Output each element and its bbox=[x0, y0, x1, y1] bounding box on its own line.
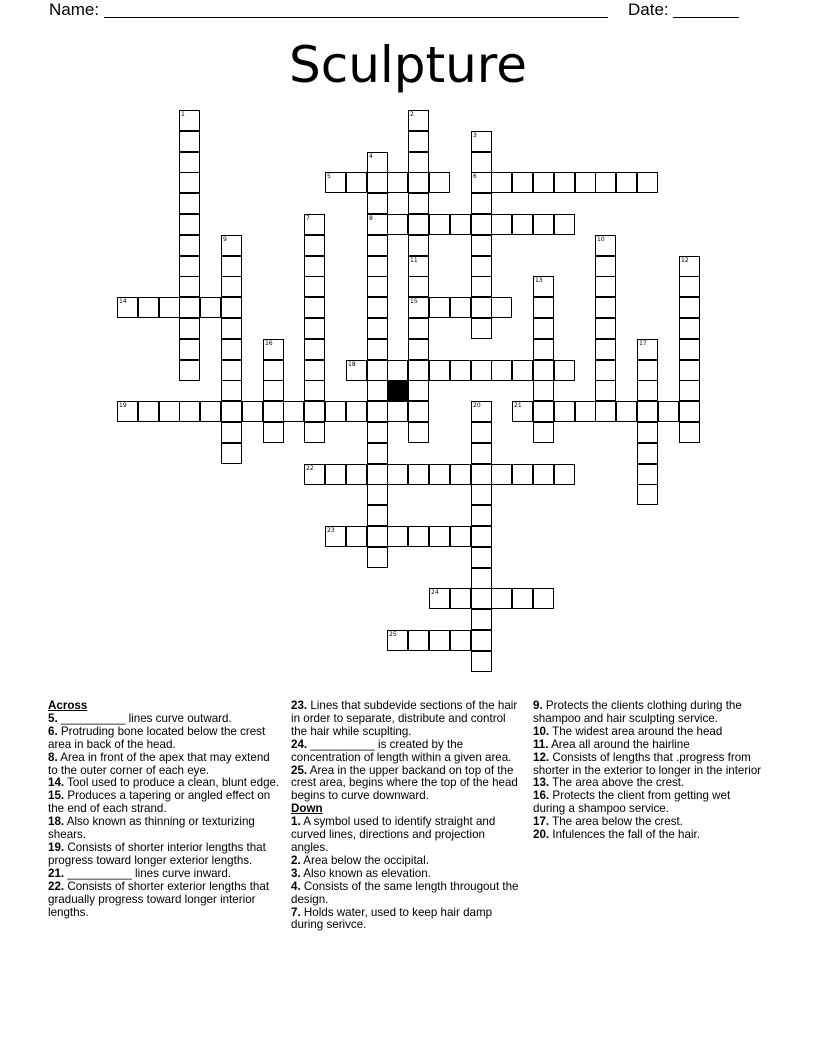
grid-cell[interactable] bbox=[346, 401, 367, 422]
grid-cell[interactable] bbox=[408, 152, 429, 173]
clue-number: 11 bbox=[410, 257, 418, 264]
grid-cell[interactable] bbox=[408, 318, 429, 339]
grid-cell[interactable] bbox=[533, 422, 554, 443]
grid-cell[interactable] bbox=[679, 276, 700, 297]
name-label: Name: bbox=[49, 0, 100, 19]
grid-cell[interactable] bbox=[471, 526, 492, 547]
grid-cell[interactable] bbox=[367, 214, 388, 235]
grid-cell[interactable] bbox=[471, 360, 492, 381]
down-heading: Down bbox=[291, 802, 323, 816]
clue-number: 2 bbox=[410, 111, 414, 118]
clue-across-19: 19. Consists of shorter interior lengths that progress toward longer exterior lengths. bbox=[48, 840, 266, 867]
grid-cell[interactable] bbox=[367, 235, 388, 256]
grid-cell[interactable] bbox=[346, 360, 367, 381]
grid-cell[interactable] bbox=[346, 464, 367, 485]
grid-cell[interactable] bbox=[533, 360, 554, 381]
grid-cell[interactable] bbox=[450, 588, 471, 609]
grid-cell[interactable] bbox=[221, 339, 242, 360]
grid-cell[interactable] bbox=[408, 276, 429, 297]
grid-cell[interactable] bbox=[325, 464, 346, 485]
grid-cell[interactable] bbox=[387, 401, 408, 422]
grid-cell[interactable] bbox=[179, 318, 200, 339]
grid-cell[interactable] bbox=[179, 193, 200, 214]
grid-cell[interactable] bbox=[367, 297, 388, 318]
clue-number: 10 bbox=[597, 236, 605, 243]
grid-cell[interactable] bbox=[221, 443, 242, 464]
grid-cell[interactable] bbox=[471, 547, 492, 568]
clue-down-10: 10. The widest area around the head bbox=[533, 724, 723, 738]
clue-down-12: 12. Consists of lengths that .progress from shorter in the exterior to longer in the interior bbox=[533, 750, 762, 777]
grid-cell[interactable] bbox=[408, 172, 429, 193]
grid-cell[interactable] bbox=[533, 214, 554, 235]
grid-cell[interactable] bbox=[533, 172, 554, 193]
clue-number: 19 bbox=[119, 402, 127, 409]
clue-across-14: 14. Tool used to produce a clean, blunt edge. bbox=[48, 776, 280, 790]
grid-cell[interactable] bbox=[221, 360, 242, 381]
grid-cell[interactable] bbox=[221, 297, 242, 318]
grid-cell[interactable] bbox=[471, 214, 492, 235]
grid-cell[interactable] bbox=[408, 110, 429, 131]
grid-cell[interactable] bbox=[471, 256, 492, 277]
grid-cell[interactable] bbox=[471, 609, 492, 630]
grid-cell[interactable] bbox=[325, 401, 346, 422]
grid-cell[interactable] bbox=[575, 172, 596, 193]
grid-cell[interactable] bbox=[221, 422, 242, 443]
grid-cell[interactable] bbox=[471, 193, 492, 214]
grid-cell[interactable] bbox=[533, 318, 554, 339]
grid-cell[interactable] bbox=[637, 172, 658, 193]
grid-cell[interactable] bbox=[367, 401, 388, 422]
clue-number: 3 bbox=[473, 132, 477, 139]
grid-cell[interactable] bbox=[387, 214, 408, 235]
grid-cell[interactable] bbox=[429, 214, 450, 235]
grid-cell[interactable] bbox=[429, 630, 450, 651]
grid-cell[interactable] bbox=[616, 172, 637, 193]
grid-cell[interactable] bbox=[304, 256, 325, 277]
grid-cell[interactable] bbox=[512, 401, 533, 422]
grid-cell[interactable] bbox=[471, 152, 492, 173]
grid-cell[interactable] bbox=[450, 360, 471, 381]
grid-cell[interactable] bbox=[325, 172, 346, 193]
grid-cell[interactable] bbox=[471, 568, 492, 589]
grid-cell[interactable] bbox=[450, 297, 471, 318]
clue-down-4: 4. Consists of the same length througout the design. bbox=[291, 879, 519, 906]
clue-number: 25 bbox=[389, 631, 397, 638]
clue-number: 8 bbox=[369, 215, 373, 222]
grid-cell[interactable] bbox=[512, 360, 533, 381]
clue-number: 7 bbox=[306, 215, 310, 222]
clue-across-18: 18. Also known as thinning or texturizing shears. bbox=[48, 815, 255, 842]
grid-cell[interactable] bbox=[387, 464, 408, 485]
clue-down-1: 1. A symbol used to identify straight and curved lines, directions and projection angles. bbox=[291, 815, 496, 854]
grid-cell[interactable] bbox=[304, 235, 325, 256]
grid-cell[interactable] bbox=[616, 401, 637, 422]
grid-cell[interactable] bbox=[533, 464, 554, 485]
clue-number: 18 bbox=[348, 361, 356, 368]
grid-cell[interactable] bbox=[117, 401, 138, 422]
grid-cell[interactable] bbox=[554, 172, 575, 193]
grid-cell[interactable] bbox=[471, 131, 492, 152]
grid-cell[interactable] bbox=[221, 256, 242, 277]
grid-cell[interactable] bbox=[533, 276, 554, 297]
grid-cell[interactable] bbox=[429, 464, 450, 485]
clue-number: 14 bbox=[119, 298, 127, 305]
grid-cell[interactable] bbox=[179, 235, 200, 256]
grid-cell[interactable] bbox=[304, 276, 325, 297]
grid-cell[interactable] bbox=[637, 464, 658, 485]
grid-cell[interactable] bbox=[304, 297, 325, 318]
grid-cell[interactable] bbox=[179, 214, 200, 235]
clue-number: 13 bbox=[535, 277, 543, 284]
grid-cell[interactable] bbox=[679, 339, 700, 360]
grid-cell[interactable] bbox=[679, 360, 700, 381]
grid-cell[interactable] bbox=[408, 131, 429, 152]
grid-cell[interactable] bbox=[491, 464, 512, 485]
grid-cell[interactable] bbox=[408, 630, 429, 651]
grid-cell[interactable] bbox=[179, 360, 200, 381]
grid-cell[interactable] bbox=[679, 318, 700, 339]
clue-down-20: 20. Infulences the fall of the hair. bbox=[533, 828, 700, 842]
grid-cell[interactable] bbox=[304, 339, 325, 360]
grid-cell[interactable] bbox=[491, 360, 512, 381]
grid-cell[interactable] bbox=[179, 276, 200, 297]
grid-cell[interactable] bbox=[179, 131, 200, 152]
grid-cell[interactable] bbox=[471, 401, 492, 422]
grid-cell[interactable] bbox=[471, 651, 492, 672]
grid-cell[interactable] bbox=[679, 297, 700, 318]
grid-cell[interactable] bbox=[658, 401, 679, 422]
grid-cell[interactable] bbox=[179, 172, 200, 193]
grid-cell[interactable] bbox=[221, 276, 242, 297]
grid-cell[interactable] bbox=[367, 152, 388, 173]
page-title: Sculpture bbox=[288, 36, 528, 94]
grid-cell[interactable] bbox=[450, 464, 471, 485]
grid-cell[interactable] bbox=[367, 547, 388, 568]
grid-cell[interactable] bbox=[533, 380, 554, 401]
clue-number: 12 bbox=[681, 257, 689, 264]
grid-cell[interactable] bbox=[429, 588, 450, 609]
grid-cell[interactable] bbox=[304, 464, 325, 485]
clue-across-22: 22. Consists of shorter exterior lengths that gradually progress toward longer interior lengths. bbox=[48, 879, 270, 919]
grid-cell[interactable] bbox=[408, 214, 429, 235]
clue-down-3: 3. Also known as elevation. bbox=[291, 866, 431, 880]
grid-cell[interactable] bbox=[595, 401, 616, 422]
grid-cell[interactable] bbox=[512, 464, 533, 485]
grid-cell[interactable] bbox=[200, 401, 221, 422]
grid-cell[interactable] bbox=[450, 526, 471, 547]
grid-cell[interactable] bbox=[512, 588, 533, 609]
grid-cell[interactable] bbox=[242, 401, 263, 422]
grid-cell[interactable] bbox=[263, 422, 284, 443]
grid-cell[interactable] bbox=[637, 360, 658, 381]
grid-cell[interactable] bbox=[367, 256, 388, 277]
clue-down-17: 17. The area below the crest. bbox=[533, 815, 683, 829]
grid-cell[interactable] bbox=[471, 172, 492, 193]
grid-cell[interactable] bbox=[304, 360, 325, 381]
clue-number: 24 bbox=[431, 589, 439, 596]
grid-cell[interactable] bbox=[429, 526, 450, 547]
grid-cell[interactable] bbox=[595, 172, 616, 193]
grid-cell[interactable] bbox=[429, 360, 450, 381]
clue-column-3 bbox=[533, 700, 765, 842]
grid-cell[interactable] bbox=[221, 318, 242, 339]
grid-cell[interactable] bbox=[367, 172, 388, 193]
grid-cell[interactable] bbox=[575, 401, 596, 422]
clue-across-21: 21. __________ lines curve inward. bbox=[48, 866, 232, 880]
grid-cell[interactable] bbox=[179, 110, 200, 131]
clue-number: 4 bbox=[369, 153, 373, 160]
grid-cell[interactable] bbox=[408, 526, 429, 547]
grid-cell[interactable] bbox=[387, 630, 408, 651]
grid-cell[interactable] bbox=[533, 401, 554, 422]
grid-cell[interactable] bbox=[408, 235, 429, 256]
grid-cell[interactable] bbox=[429, 172, 450, 193]
grid-cell[interactable] bbox=[450, 630, 471, 651]
clue-across-8: 8. Area in front of the apex that may extend to the outer corner of each eye. bbox=[48, 750, 270, 777]
grid-cell[interactable] bbox=[408, 401, 429, 422]
grid-cell[interactable] bbox=[408, 193, 429, 214]
grid-blocked-cell bbox=[387, 380, 408, 401]
grid-cell[interactable] bbox=[471, 297, 492, 318]
grid-cell[interactable] bbox=[346, 526, 367, 547]
grid-cell[interactable] bbox=[679, 380, 700, 401]
grid-cell[interactable] bbox=[595, 235, 616, 256]
grid-cell[interactable] bbox=[367, 443, 388, 464]
grid-cell[interactable] bbox=[159, 297, 180, 318]
grid-cell[interactable] bbox=[367, 484, 388, 505]
grid-cell[interactable] bbox=[179, 152, 200, 173]
grid-cell[interactable] bbox=[491, 172, 512, 193]
clue-number: 17 bbox=[639, 340, 647, 347]
grid-cell[interactable] bbox=[595, 276, 616, 297]
grid-cell[interactable] bbox=[471, 443, 492, 464]
clue-number: 16 bbox=[265, 340, 273, 347]
clue-number: 5 bbox=[327, 173, 331, 180]
grid-cell[interactable] bbox=[367, 276, 388, 297]
clue-across-23: 23. Lines that subdevide sections of the hair in order to separate, distribute and control the hair while scuplting. bbox=[291, 699, 518, 738]
grid-cell[interactable] bbox=[263, 339, 284, 360]
clue-number: 1 bbox=[181, 111, 185, 118]
clue-across-5: 5. __________ lines curve outward. bbox=[48, 711, 232, 725]
grid-cell[interactable] bbox=[471, 588, 492, 609]
grid-cell[interactable] bbox=[408, 297, 429, 318]
grid-cell[interactable] bbox=[387, 526, 408, 547]
clue-down-16: 16. Protects the client from getting wet during a shampoo service. bbox=[533, 789, 731, 816]
grid-cell[interactable] bbox=[138, 297, 159, 318]
clue-across-24: 24. __________ is created by the concentration of length within a given area. bbox=[291, 737, 512, 764]
grid-cell[interactable] bbox=[179, 297, 200, 318]
grid-cell[interactable] bbox=[263, 380, 284, 401]
grid-cell[interactable] bbox=[263, 401, 284, 422]
clue-number: 21 bbox=[514, 402, 522, 409]
grid-cell[interactable] bbox=[491, 297, 512, 318]
grid-cell[interactable] bbox=[491, 588, 512, 609]
grid-cell[interactable] bbox=[637, 422, 658, 443]
grid-cell[interactable] bbox=[346, 172, 367, 193]
clue-down-2: 2. Area below the occipital. bbox=[291, 853, 429, 867]
grid-cell[interactable] bbox=[367, 505, 388, 526]
clue-across-25: 25. Area in the upper backand on top of the crest area, begins where the top of the head begins to curve downward. bbox=[291, 763, 518, 803]
clue-across-15: 15. Produces a tapering or angled effect on the end of each strand. bbox=[48, 789, 271, 816]
grid-cell[interactable] bbox=[595, 318, 616, 339]
grid-cell[interactable] bbox=[221, 235, 242, 256]
grid-cell[interactable] bbox=[367, 339, 388, 360]
grid-cell[interactable] bbox=[533, 339, 554, 360]
grid-cell[interactable] bbox=[325, 526, 346, 547]
grid-cell[interactable] bbox=[408, 464, 429, 485]
grid-cell[interactable] bbox=[637, 380, 658, 401]
grid-cell[interactable] bbox=[367, 360, 388, 381]
grid-cell[interactable] bbox=[491, 214, 512, 235]
grid-cell[interactable] bbox=[471, 235, 492, 256]
clue-down-13: 13. The area above the crest. bbox=[533, 776, 685, 790]
grid-cell[interactable] bbox=[533, 588, 554, 609]
grid-cell[interactable] bbox=[471, 484, 492, 505]
grid-cell[interactable] bbox=[179, 339, 200, 360]
grid-cell[interactable] bbox=[595, 360, 616, 381]
grid-cell[interactable] bbox=[554, 214, 575, 235]
grid-cell[interactable] bbox=[408, 422, 429, 443]
clue-column-1 bbox=[48, 700, 280, 919]
clue-down-7: 7. Holds water, used to keep hair damp during serivce. bbox=[291, 905, 493, 932]
grid-cell[interactable] bbox=[471, 505, 492, 526]
grid-cell[interactable] bbox=[367, 380, 388, 401]
grid-cell[interactable] bbox=[679, 401, 700, 422]
grid-cell[interactable] bbox=[429, 297, 450, 318]
grid-cell[interactable] bbox=[367, 464, 388, 485]
grid-cell[interactable] bbox=[450, 214, 471, 235]
clue-number: 6 bbox=[473, 173, 477, 180]
grid-cell[interactable] bbox=[471, 422, 492, 443]
grid-cell[interactable] bbox=[221, 401, 242, 422]
grid-cell[interactable] bbox=[179, 256, 200, 277]
grid-cell[interactable] bbox=[138, 401, 159, 422]
grid-cell[interactable] bbox=[408, 256, 429, 277]
grid-cell[interactable] bbox=[304, 401, 325, 422]
grid-cell[interactable] bbox=[554, 464, 575, 485]
clue-column-2 bbox=[291, 700, 523, 932]
grid-cell[interactable] bbox=[367, 526, 388, 547]
grid-cell[interactable] bbox=[387, 172, 408, 193]
grid-cell[interactable] bbox=[554, 401, 575, 422]
clue-number: 22 bbox=[306, 465, 314, 472]
grid-cell[interactable] bbox=[367, 318, 388, 339]
grid-cell[interactable] bbox=[408, 339, 429, 360]
grid-cell[interactable] bbox=[679, 256, 700, 277]
grid-cell[interactable] bbox=[471, 630, 492, 651]
grid-cell[interactable] bbox=[512, 214, 533, 235]
clue-number: 20 bbox=[473, 402, 481, 409]
grid-cell[interactable] bbox=[304, 318, 325, 339]
grid-cell[interactable] bbox=[471, 276, 492, 297]
grid-cell[interactable] bbox=[304, 214, 325, 235]
clue-across-6: 6. Protruding bone located below the crest area in back of the head. bbox=[48, 724, 266, 751]
grid-cell[interactable] bbox=[283, 401, 304, 422]
grid-cell[interactable] bbox=[679, 422, 700, 443]
clue-down-11: 11. Area all around the hairline bbox=[533, 737, 690, 751]
clue-down-9: 9. Protects the clients clothing during the shampoo and hair sculpting service. bbox=[533, 699, 742, 725]
grid-cell[interactable] bbox=[367, 193, 388, 214]
grid-cell[interactable] bbox=[304, 422, 325, 443]
grid-cell[interactable] bbox=[304, 380, 325, 401]
grid-cell[interactable] bbox=[200, 297, 221, 318]
grid-cell[interactable] bbox=[512, 172, 533, 193]
grid-cell[interactable] bbox=[637, 339, 658, 360]
grid-cell[interactable] bbox=[595, 380, 616, 401]
grid-cell[interactable] bbox=[367, 422, 388, 443]
clue-number: 9 bbox=[223, 236, 227, 243]
grid-cell[interactable] bbox=[554, 360, 575, 381]
grid-cell[interactable] bbox=[533, 297, 554, 318]
grid-cell[interactable] bbox=[637, 443, 658, 464]
grid-cell[interactable] bbox=[387, 360, 408, 381]
grid-cell[interactable] bbox=[595, 339, 616, 360]
grid-cell[interactable] bbox=[408, 380, 429, 401]
grid-cell[interactable] bbox=[159, 401, 180, 422]
grid-cell[interactable] bbox=[595, 256, 616, 277]
grid-cell[interactable] bbox=[221, 380, 242, 401]
clue-number: 15 bbox=[410, 298, 418, 305]
grid-cell[interactable] bbox=[637, 401, 658, 422]
clue-number: 23 bbox=[327, 527, 335, 534]
grid-cell[interactable] bbox=[595, 297, 616, 318]
grid-cell[interactable] bbox=[179, 401, 200, 422]
grid-cell[interactable] bbox=[117, 297, 138, 318]
grid-cell[interactable] bbox=[471, 318, 492, 339]
grid-cell[interactable] bbox=[637, 484, 658, 505]
grid-cell[interactable] bbox=[471, 464, 492, 485]
grid-cell[interactable] bbox=[263, 360, 284, 381]
grid-cell[interactable] bbox=[408, 360, 429, 381]
across-heading: Across bbox=[48, 699, 88, 712]
date-label: Date: bbox=[628, 0, 669, 19]
